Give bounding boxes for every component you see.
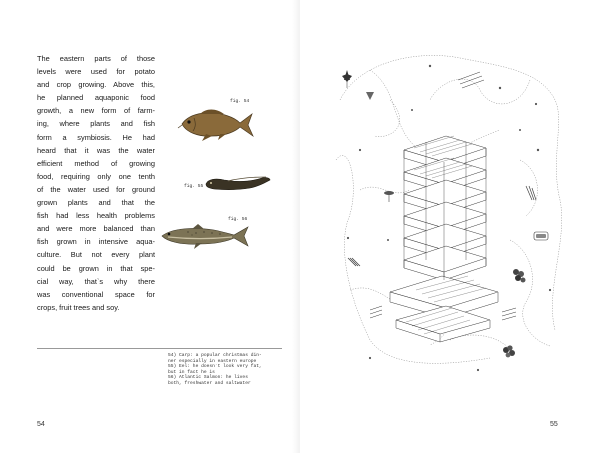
- body-line: levels were used for potato: [37, 67, 155, 77]
- body-paragraph: [37, 52, 155, 314]
- body-line: and were more balanced than: [37, 224, 155, 234]
- footnote-line: but in fact he is: [168, 369, 215, 375]
- body-line: heard that it was the water: [37, 145, 155, 155]
- body-line: crops, fruit trees and soy.: [37, 302, 120, 312]
- axonometric-building-diagram: [330, 40, 570, 380]
- eel-fish-icon: [204, 172, 272, 194]
- footnote-line: ner especially in eastern europe: [168, 358, 257, 364]
- body-line: grown plants and that the: [37, 198, 155, 208]
- figure-label: fig. 54: [230, 99, 250, 104]
- page-number-right: 55: [550, 421, 558, 428]
- body-line: form a symbiosis. He had: [37, 132, 155, 142]
- body-line: food, requiring only one tenth: [37, 171, 155, 181]
- figure-label: fig. 55: [184, 184, 204, 189]
- footnote-rule: [37, 348, 282, 349]
- body-line: culture. But not every plant: [37, 250, 155, 260]
- body-line: fish had less health problems: [37, 211, 155, 221]
- figure-label: fig. 56: [228, 217, 248, 222]
- body-line: growth, a new form of farm-: [37, 106, 155, 116]
- body-line: and crop growing. Above this,: [37, 80, 155, 90]
- footnote-line: 54) Carp: a popular christmas din-: [168, 353, 262, 358]
- footnote-line: 55) Eel: he doesn`t look very fat,: [168, 364, 262, 370]
- body-line: The eastern parts of those: [37, 54, 155, 63]
- body-line: could be grown in that spe-: [37, 263, 155, 273]
- carp-fish-icon: [176, 106, 254, 142]
- page-number-left: 54: [37, 421, 45, 428]
- body-line: efficient method of growing: [37, 158, 155, 168]
- footnotes: [168, 353, 288, 387]
- body-line: of the water used for ground: [37, 184, 155, 194]
- body-line: ing, where plants and fish: [37, 119, 155, 129]
- body-line: he planned aquaponic food: [37, 93, 155, 103]
- salmon-fish-icon: [158, 222, 250, 250]
- body-line: fish grown in intensive aqua-: [37, 237, 155, 247]
- footnote-line: 56) Atlantic Salmon: he lives: [168, 375, 248, 381]
- footnote-line: both, freshwater and saltwater: [168, 380, 251, 386]
- body-line: was conventional space for: [37, 289, 155, 299]
- body-line: cial way, that`s why there: [37, 276, 155, 286]
